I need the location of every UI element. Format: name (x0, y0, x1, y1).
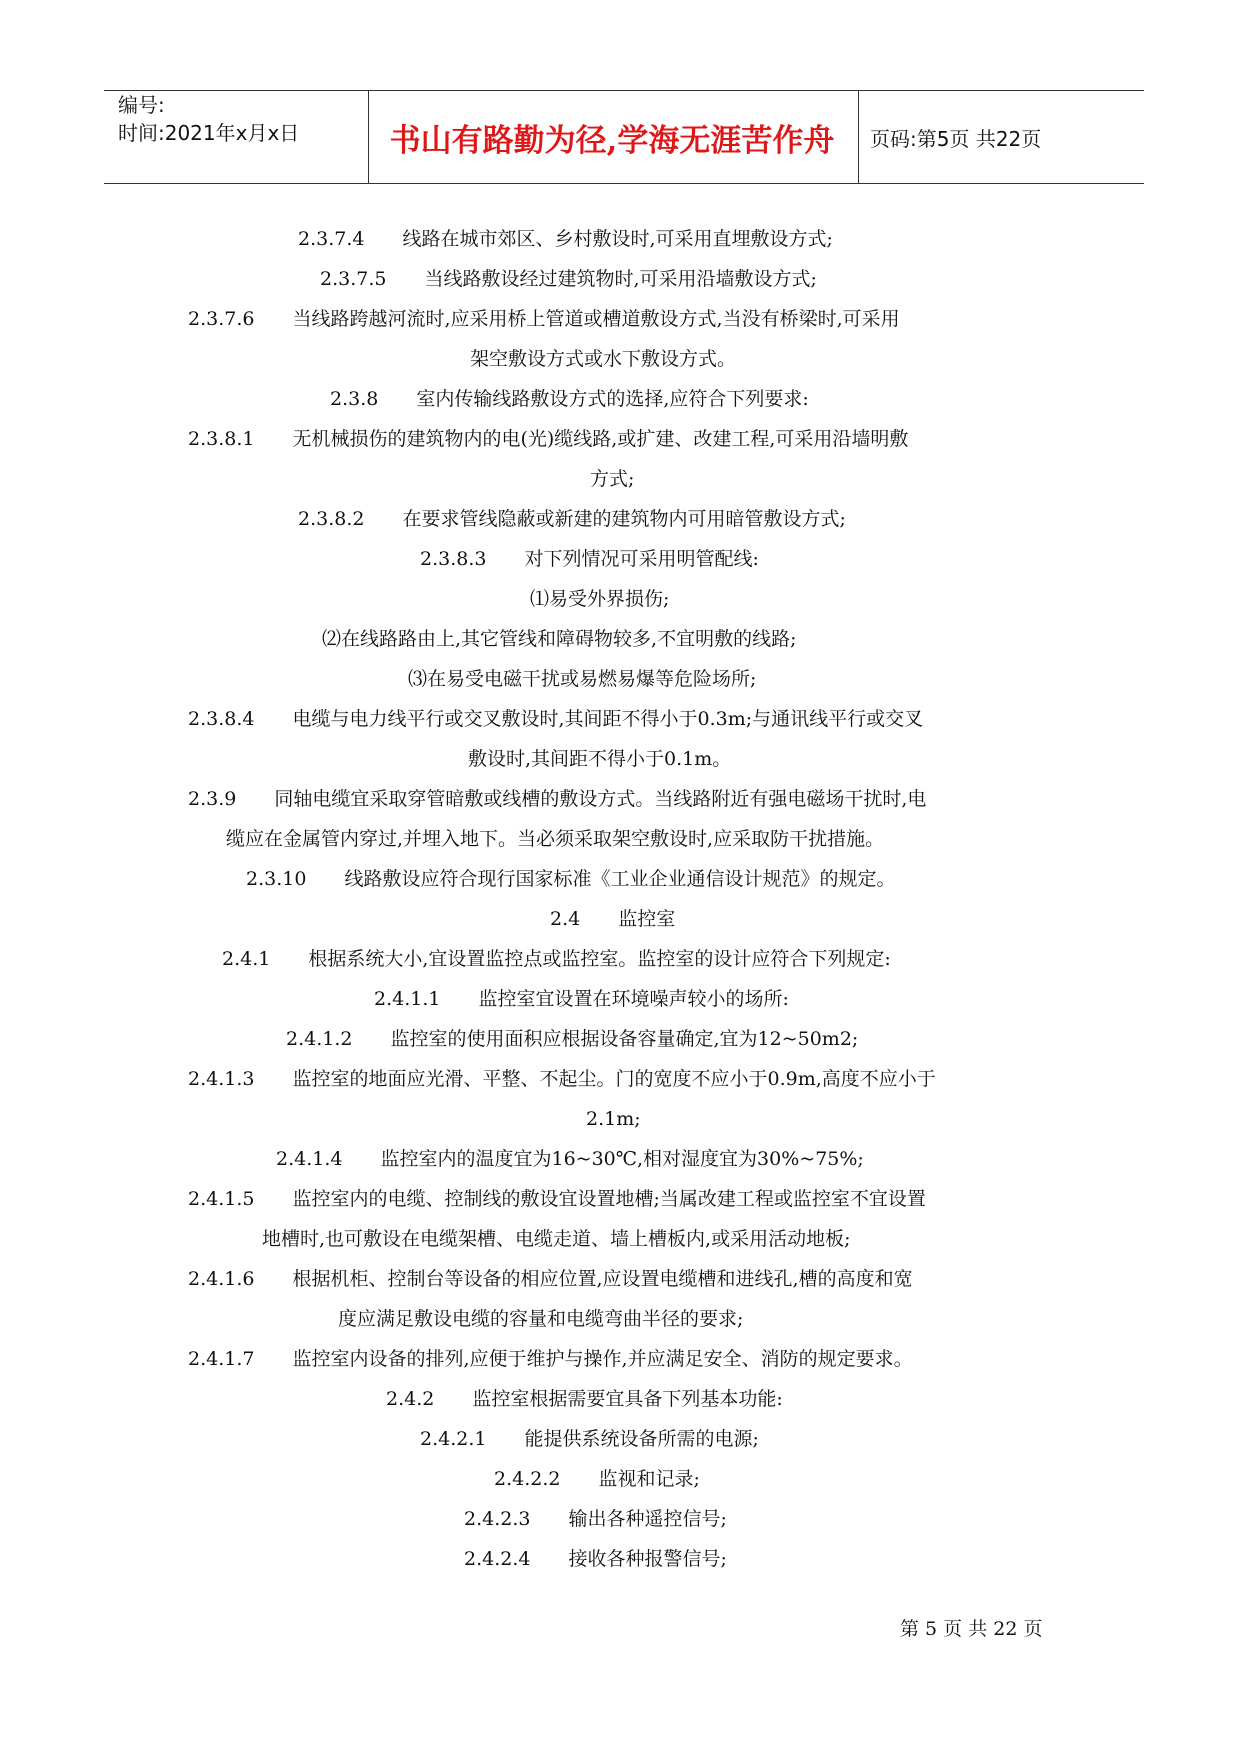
text-line: 度应满足敷设电缆的容量和电缆弯曲半径的要求; (338, 1308, 744, 1330)
text-line: 敷设时,其间距不得小于0.1m。 (468, 748, 732, 770)
text-line: 2.3.8.2 在要求管线隐蔽或新建的建筑物内可用暗管敷设方式; (298, 508, 846, 530)
header-divider (368, 91, 369, 183)
section-heading: 2.4 监控室 (550, 908, 676, 930)
text-line: 2.4.1.7 监控室内设备的排列,应便于维护与操作,并应满足安全、消防的规定要求。 (188, 1348, 913, 1370)
text-line: ⑴易受外界损伤; (530, 588, 670, 610)
text-line: 2.3.7.6 当线路跨越河流时,应采用桥上管道或槽道敷设方式,当没有桥梁时,可采用 (188, 308, 900, 330)
text-line: 方式; (590, 468, 635, 490)
text-line: 2.3.8.1 无机械损伤的建筑物内的电(光)缆线路,或扩建、改建工程,可采用沿墙明敷 (188, 428, 909, 450)
text-line: 2.3.7.5 当线路敷设经过建筑物时,可采用沿墙敷设方式; (320, 268, 817, 290)
text-line: 2.4.2 监控室根据需要宜具备下列基本功能: (386, 1388, 783, 1410)
header-divider (858, 91, 859, 183)
text-line: ⑶在易受电磁干扰或易燃易爆等危险场所; (408, 668, 757, 690)
text-line: 2.3.8.4 电缆与电力线平行或交叉敷设时,其间距不得小于0.3m;与通讯线平行或交叉 (188, 708, 924, 730)
text-line: 缆应在金属管内穿过,并埋入地下。当必须采取架空敷设时,应采取防干扰措施。 (226, 828, 885, 850)
text-line: 架空敷设方式或水下敷设方式。 (470, 348, 737, 370)
text-line: 2.1m; (586, 1108, 641, 1130)
header-page-info: 页码:第5页 共22页 (870, 126, 1042, 151)
header-meta (118, 91, 299, 147)
time-label: 时间:2021年x月x日 (118, 121, 300, 145)
text-line: 2.4.1.4 监控室内的温度宜为16~30℃,相对湿度宜为30%~75%; (276, 1148, 864, 1170)
text-line: 2.3.7.4 线路在城市郊区、乡村敷设时,可采用直埋敷设方式; (298, 228, 833, 250)
text-line: 2.3.10 线路敷设应符合现行国家标准《工业企业通信设计规范》的规定。 (246, 868, 896, 890)
serial-label: 编号: (118, 93, 165, 117)
text-line: 2.4.1.5 监控室内的电缆、控制线的敷设宜设置地槽;当属改建工程或监控室不宜设置 (188, 1188, 926, 1210)
header-motto: 书山有路勤为径,学海无涯苦作舟 (389, 122, 835, 159)
text-line: 2.4.1 根据系统大小,宜设置监控点或监控室。监控室的设计应符合下列规定: (222, 948, 891, 970)
text-line: ⑵在线路路由上,其它管线和障碍物较多,不宜明敷的线路; (322, 628, 797, 650)
page-footer: 第 5 页 共 22 页 (900, 1618, 1043, 1640)
text-line: 2.3.8 室内传输线路敷设方式的选择,应符合下列要求: (330, 388, 809, 410)
text-line: 2.4.1.1 监控室宜设置在环境噪声较小的场所: (374, 988, 789, 1010)
text-line: 2.4.2.4 接收各种报警信号; (464, 1548, 727, 1570)
text-line: 2.3.9 同轴电缆宜采取穿管暗敷或线槽的敷设方式。当线路附近有强电磁场干扰时,电 (188, 788, 927, 810)
text-line: 2.4.1.6 根据机柜、控制台等设备的相应位置,应设置电缆槽和进线孔,槽的高度和宽 (188, 1268, 913, 1290)
text-line: 地槽时,也可敷设在电缆架槽、电缆走道、墙上槽板内,或采用活动地板; (262, 1228, 851, 1250)
text-line: 2.4.1.3 监控室的地面应光滑、平整、不起尘。门的宽度不应小于0.9m,高度不应小于 (188, 1068, 936, 1090)
text-line: 2.4.2.2 监视和记录; (494, 1468, 700, 1490)
text-line: 2.4.2.1 能提供系统设备所需的电源; (420, 1428, 759, 1450)
page-header (104, 90, 1144, 184)
text-line: 2.3.8.3 对下列情况可采用明管配线: (420, 548, 759, 570)
text-line: 2.4.2.3 输出各种遥控信号; (464, 1508, 727, 1530)
text-line: 2.4.1.2 监控室的使用面积应根据设备容量确定,宜为12~50m2; (286, 1028, 859, 1050)
